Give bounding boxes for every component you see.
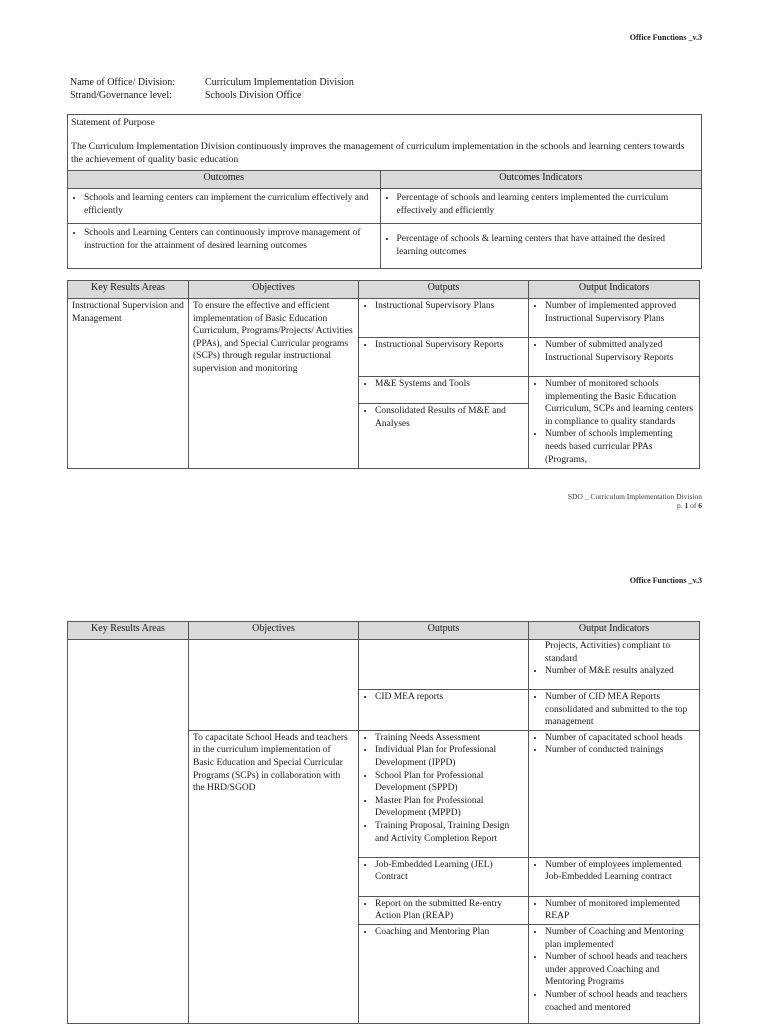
outcome-indicator-item: • Percentage of schools & learning centers that have attained the desired learning outcomes — [397, 233, 698, 258]
kra-table-page-2 — [67, 621, 700, 1024]
indicator-item: • Number of capacitated school heads — [545, 732, 695, 745]
output-item: • Individual Plan for Professional Development (IPPD) — [375, 744, 524, 769]
table-row — [68, 189, 701, 224]
output-item: • Master Plan for Professional Development (MPPD) — [375, 795, 524, 820]
purpose-outcomes-box — [67, 114, 702, 269]
objectives-header: Objectives — [189, 281, 359, 299]
purpose-title: Statement of Purpose — [71, 117, 155, 128]
indicator-item: • Number of employees implemented Job-Embedded Learning contract — [545, 859, 695, 884]
outcome-indicator-item: • Percentage of schools and learning centers implemented the curriculum effectively and efficiently — [397, 192, 698, 217]
indicator-item: • Number of school heads and teachers under approved Coaching and Mentoring Programs — [545, 951, 695, 989]
purpose-text: The Curriculum Implementation Division continuously improves the management of curriculum implementation in the schools and learning centers towards the achievement of quality basic education — [71, 140, 685, 165]
output-item: • Job-Embedded Learning (JEL) Contract — [375, 859, 524, 884]
footer-page-number: p. 1 of 6 — [677, 501, 702, 510]
office-meta — [70, 77, 354, 102]
kra-header: Key Results Areas — [68, 281, 189, 299]
indicator-item: • Number of implemented approved Instructional Supervisory Plans — [545, 300, 695, 325]
indicator-item: • Number of Coaching and Mentoring plan implemented — [545, 926, 695, 951]
output-indicators-header: Output Indicators — [529, 622, 700, 640]
output-item: • Coaching and Mentoring Plan — [375, 926, 524, 939]
indicator-item: • Number of CID MEA Reports consolidated and submitted to the top management — [545, 691, 695, 729]
indicator-item: • Number of conducted trainings — [545, 744, 695, 757]
table-row — [68, 640, 700, 690]
objectives-header: Objectives — [189, 622, 359, 640]
output-item: • Instructional Supervisory Plans — [375, 300, 524, 313]
page-1-footer — [568, 492, 702, 510]
footer-division: SDO _ Curriculum Implementation Division — [567, 492, 702, 501]
statement-of-purpose — [68, 115, 701, 171]
indicator-item: • Number of monitored implemented REAP — [545, 898, 695, 923]
outcome-item: • Schools and learning centers can implement the curriculum effectively and efficiently — [84, 192, 376, 217]
outputs-header: Outputs — [359, 622, 529, 640]
outputs-header: Outputs — [359, 281, 529, 299]
output-item: • Instructional Supervisory Reports — [375, 339, 524, 352]
strand-row — [70, 90, 354, 103]
indicator-item: • Number of submitted analyzed Instructional Supervisory Reports — [545, 339, 695, 364]
output-item: • School Plan for Professional Development (SPPD) — [375, 770, 524, 795]
output-item: • Training Needs Assessment — [375, 732, 524, 745]
kra-header: Key Results Areas — [68, 622, 189, 640]
table-row — [68, 224, 701, 269]
indicator-item: • Number of M&E results analyzed — [545, 665, 695, 678]
outcomes-header: Outcomes — [68, 171, 380, 189]
kra-table-page-1 — [67, 280, 700, 469]
page-1-version-header: Office Functions _v.3 — [629, 33, 702, 42]
office-name-label: Name of Office/ Division: — [70, 77, 176, 88]
office-name-row — [70, 77, 354, 90]
outcome-item: • Schools and Learning Centers can continuously improve management of instruction for the attainment of desired learning outcomes — [84, 227, 376, 252]
output-item: • Training Proposal, Training Design and Activity Completion Report — [375, 820, 524, 845]
page-2-version-header: Office Functions _v.3 — [629, 576, 702, 585]
indicator-item: • Number of school heads and teachers coached and mentored — [545, 989, 695, 1014]
outcomes-table — [68, 171, 701, 268]
output-item: • Consolidated Results of M&E and Analyses — [375, 405, 524, 430]
indicator-item: • Number of schools implementing needs based curricular PPAs (Programs, — [545, 428, 695, 466]
kra-cell-empty — [68, 640, 189, 1024]
outcomes-indicators-header: Outcomes Indicators — [380, 171, 701, 189]
kra-cell: Instructional Supervision and Management — [68, 299, 189, 469]
strand-label: Strand/Governance level: — [70, 89, 172, 101]
objective-cell: To capacitate School Heads and teachers in the curriculum implementation of Basic Education and Special Curricular Programs (SCPs) in collaboration with the HRD/SGOD — [189, 730, 359, 1023]
objective-cell: To ensure the effective and efficient implementation of Basic Education Curriculum, Programs/Projects/ Activities (PPAs), and Special Curricular programs (SCPs) through regular instructional supervision and monitoring — [189, 299, 359, 469]
strand-value: Schools Division Office — [205, 89, 302, 101]
output-item: • CID MEA reports — [375, 691, 524, 704]
table-row — [68, 299, 700, 338]
output-item: • Report on the submitted Re-entry Action Plan (REAP) — [375, 898, 524, 923]
indicator-item: • Number of monitored schools implementing the Basic Education Curriculum, SCPs and learning centers in compliance to quality standards — [545, 378, 695, 428]
office-name-value: Curriculum Implementation Division — [205, 77, 354, 88]
output-indicators-header: Output Indicators — [529, 281, 700, 299]
objective-cell-empty — [189, 640, 359, 731]
output-item: • M&E Systems and Tools — [375, 378, 524, 391]
continued-indicator-text: Projects, Activities) compliant to standard — [545, 641, 671, 664]
